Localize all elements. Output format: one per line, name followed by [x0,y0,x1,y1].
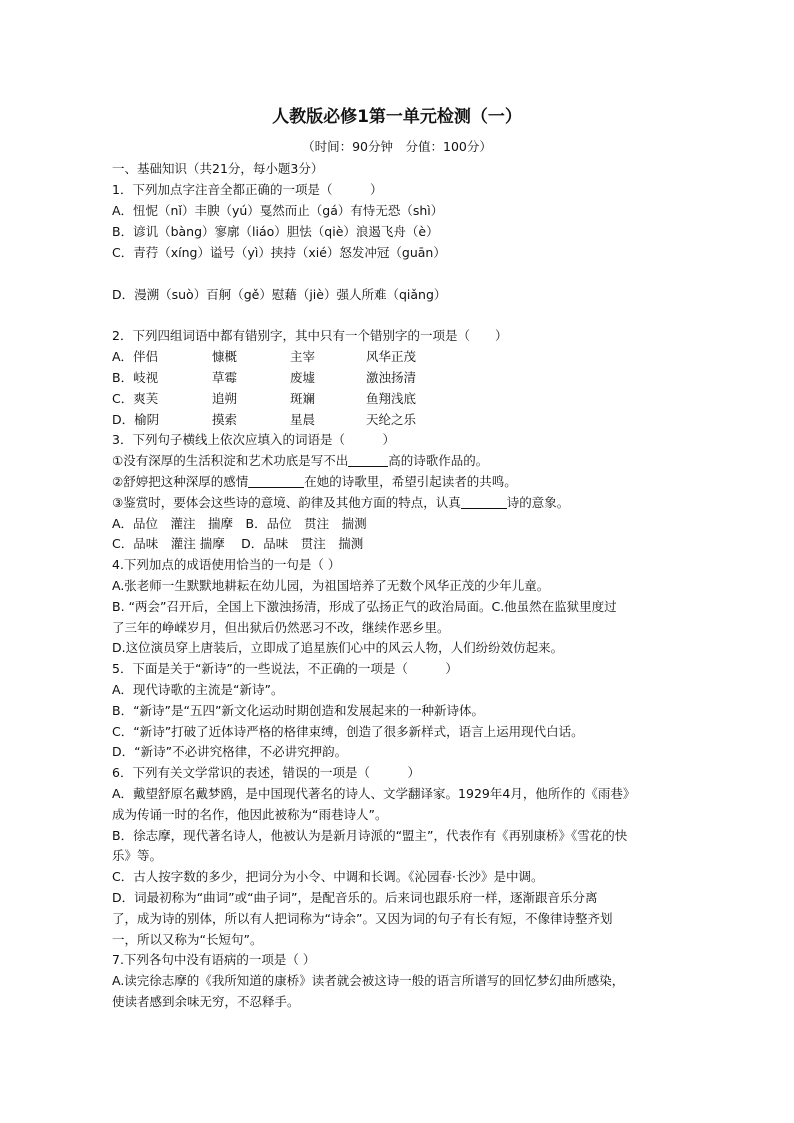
question-2-stem: 2．下列四组词语中都有错别字，其中只有一个错别字的一项是（ ） [112,328,508,343]
question-4-option-a: A.张老师一生默默地耕耘在幼儿园，为祖国培养了无数个风华正茂的少年儿童。 [112,578,550,593]
question-2-word: 天纶之乐 [366,412,417,427]
fill-blank [461,494,507,509]
question-4-option-c: 了三年的峥嵘岁月，但出狱后仍然恶习不改，继续作恶乡里。 [112,620,450,635]
question-2-word: 追朔 [212,391,238,406]
question-6-stem: 6．下列有关文学常识的表述，错误的一项是（ ） [112,765,420,780]
question-1-option-c: C．青荇（xíng）谥号（yì）挟持（xié）怒发冲冠（guān） [112,245,446,260]
question-2-word: 激浊扬清 [366,370,417,385]
question-1-stem: 1．下列加点字注音全都正确的一项是（ ） [112,182,383,197]
question-4-option-b: B. “两会”召开后，全国上下激浊扬清，形成了弘扬正气的政治局面。C.他虽然在监狱里度过 [112,599,617,614]
question-3-options-ab: A．品位 灌注 揣摩 B．品位 贯注 揣测 [112,516,367,531]
question-2-word: 星晨 [290,412,316,427]
question-2-word: 风华正茂 [366,349,417,364]
question-2-option-c: C．爽芙 [112,391,159,406]
question-1-option-d: D．漫溯（suò）百舸（gě）慰藉（jiè）强人所难（qiǎng） [112,287,447,302]
question-7-option-a: A.读完徐志摩的《我所知道的康桥》读者就会被这诗一般的语言所谱写的回忆梦幻曲所感染， [112,973,625,988]
question-6-option-d-end: 一，所以又称为“长短句”。 [112,932,263,947]
question-6-option-a-cont: 成为传诵一时的名作，他因此被称为“雨巷诗人”。 [112,807,388,822]
question-2-option-a: A．伴侣 [112,349,159,364]
question-2-word: 废墟 [290,370,316,385]
question-5-option-a: A．现代诗歌的主流是“新诗”。 [112,682,284,697]
fill-blank [248,473,304,488]
question-1-option-b: B．谚讥（bàng）寥廓（liáo）胆怯（qiè）浪遏飞舟（è） [112,224,439,239]
question-4-option-d: D.这位演员穿上唐装后，立即成了追星族们心中的风云人物，人们纷纷效仿起来。 [112,640,564,655]
question-5-option-c: C．“新诗”打破了近体诗严格的格律束缚，创造了很多新样式，语言上运用现代白话。 [112,724,584,739]
question-6-option-d-cont: 了，成为诗的别体，所以有人把词称为“诗余”。又因为词的句子有长有短，不像律诗整齐划 [112,911,613,926]
question-3-sentence-3: ③鉴赏时，要体会这些诗的意境、韵律及其他方面的特点，认真 诗的意象。 [112,495,570,510]
question-7-stem: 7.下列各句中没有语病的一项是（ ） [112,952,316,967]
question-2-word: 慷概 [212,349,238,364]
question-2-word: 草霉 [212,370,238,385]
question-2-word: 斑斓 [290,391,316,406]
question-6-option-b-cont: 乐》等。 [112,848,163,863]
question-3-stem: 3．下列句子横线上依次应填入的词语是（ ） [112,432,395,447]
question-7-option-a-cont: 使读者感到余味无穷，不忍释手。 [112,994,300,1009]
question-5-option-b: B．“新诗”是“五四”新文化运动时期创造和发展起来的一种新诗体。 [112,703,484,718]
exam-info: （时间：90分钟 分值：100分） [302,139,492,154]
question-6-option-a: A．戴望舒原名戴梦鸥，是中国现代著名的诗人、文学翻译家。1929年4月，他所作的《雨巷》 [112,786,636,801]
question-2-word: 摸索 [212,412,238,427]
question-1-option-a: A．忸怩（nǐ）丰腴（yú）戛然而止（gá）有恃无恐（shì） [112,203,444,218]
question-2-option-d: D．榆阴 [112,412,160,427]
question-3-sentence-1: ①没有深厚的生活积淀和艺术功底是写不出 高的诗歌作品的。 [112,453,489,468]
question-3-options-cd: C．品味 灌注 揣摩 D．品味 贯注 揣测 [112,536,364,551]
question-5-stem: 5．下面是关于“新诗”的一些说法，不正确的一项是（ ） [112,661,458,676]
question-5-option-d: D．“新诗”不必讲究格律，不必讲究押韵。 [112,744,348,759]
question-6-option-b: B．徐志摩，现代著名诗人，他被认为是新月诗派的“盟主”，代表作有《再别康桥》《雪花的快 [112,828,628,843]
page-title: 人教版必修1第一单元检测（一） [272,107,522,127]
section-heading: 一、基础知识（共21分，每小题3分） [112,161,324,176]
question-6-option-c: C．古人按字数的多少，把词分为小令、中调和长调。《沁园春·长沙》是中调。 [112,869,544,884]
question-2-word: 鱼翔浅底 [366,391,417,406]
question-2-word: 主宰 [290,349,316,364]
fill-blank [348,452,388,467]
question-6-option-d: D．词最初称为“曲词”或“曲子词”，是配音乐的。后来词也跟乐府一样，逐渐跟音乐分离 [112,890,598,905]
question-4-stem: 4.下列加点的成语使用恰当的一句是（ ） [112,557,341,572]
question-2-option-b: B．岐视 [112,370,159,385]
question-3-sentence-2: ②舒婷把这种深厚的感情 在她的诗歌里，希望引起读者的共鸣。 [112,474,517,489]
